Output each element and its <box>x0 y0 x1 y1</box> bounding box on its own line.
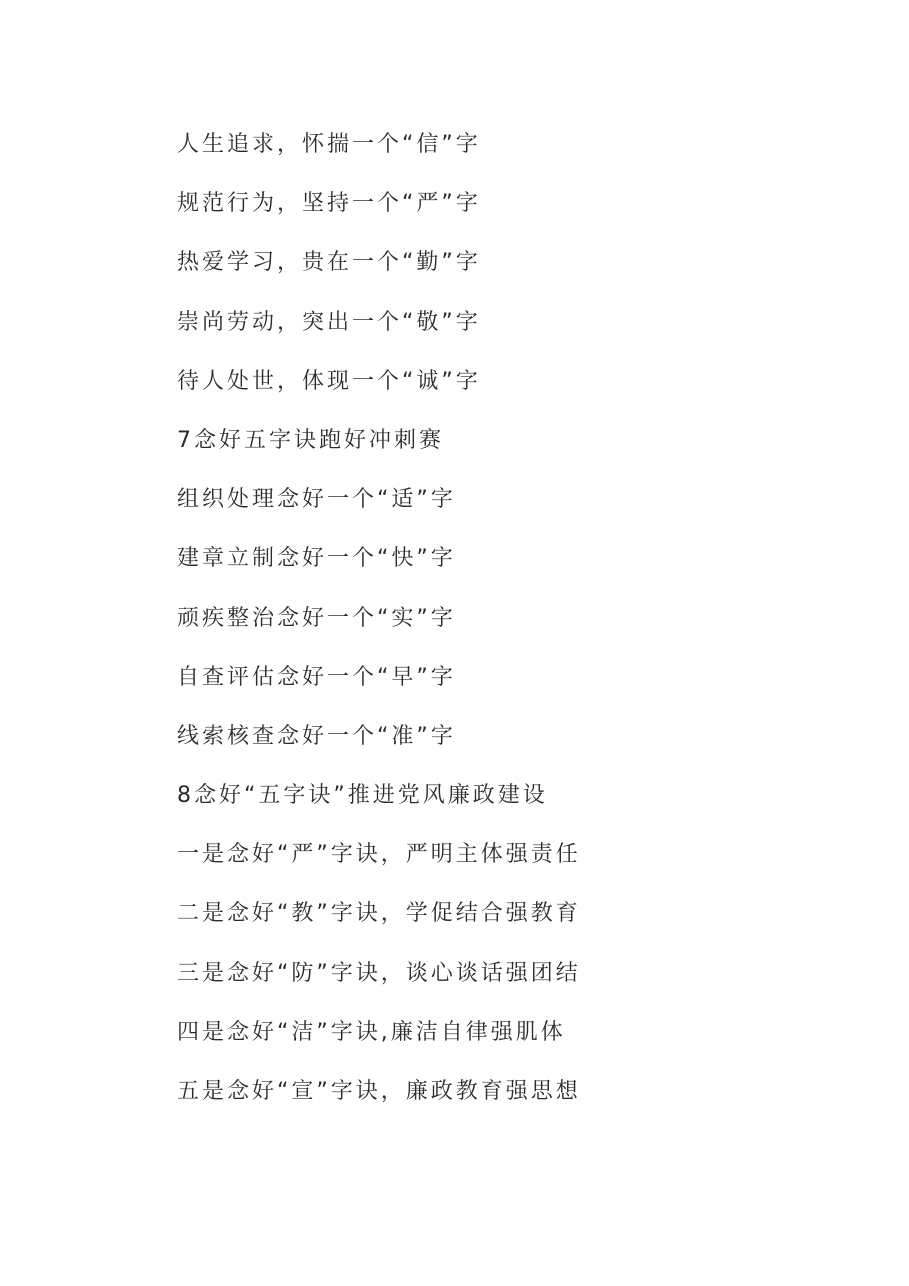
text-line: 顽疾整治念好一个“实”字 <box>177 605 456 631</box>
text-line: 一是念好“严”字诀，严明主体强责任 <box>177 842 581 868</box>
text-line: 线索核查念好一个“准”字 <box>177 723 456 749</box>
section-heading: 8念好“五字诀”推进党风廉政建设 <box>177 783 548 809</box>
text-line: 崇尚劳动，突出一个“敬”字 <box>177 309 481 335</box>
text-line: 二是念好“教”字诀，学促结合强教育 <box>177 901 581 927</box>
text-line: 热爱学习，贵在一个“勤”字 <box>177 250 481 276</box>
text-line: 人生追求，怀揣一个“信”字 <box>177 132 481 157</box>
text-line: 三是念好“防”字诀，谈心谈话强团结 <box>177 960 581 986</box>
text-line: 四是念好“洁”字诀,廉洁自律强肌体 <box>177 1019 566 1045</box>
text-line: 规范行为，坚持一个“严”字 <box>177 191 481 217</box>
text-line: 五是念好“宣”字诀，廉政教育强思想 <box>177 1079 581 1104</box>
text-line: 组织处理念好一个“适”字 <box>177 487 456 513</box>
text-line: 待人处世，体现一个“诚”字 <box>177 368 481 394</box>
text-line: 建章立制念好一个“快”字 <box>177 546 456 572</box>
text-line: 自查评估念好一个“早”字 <box>177 664 456 690</box>
text-lines <box>177 127 581 1133</box>
section-heading: 7念好五字诀跑好冲刺赛 <box>177 427 444 453</box>
